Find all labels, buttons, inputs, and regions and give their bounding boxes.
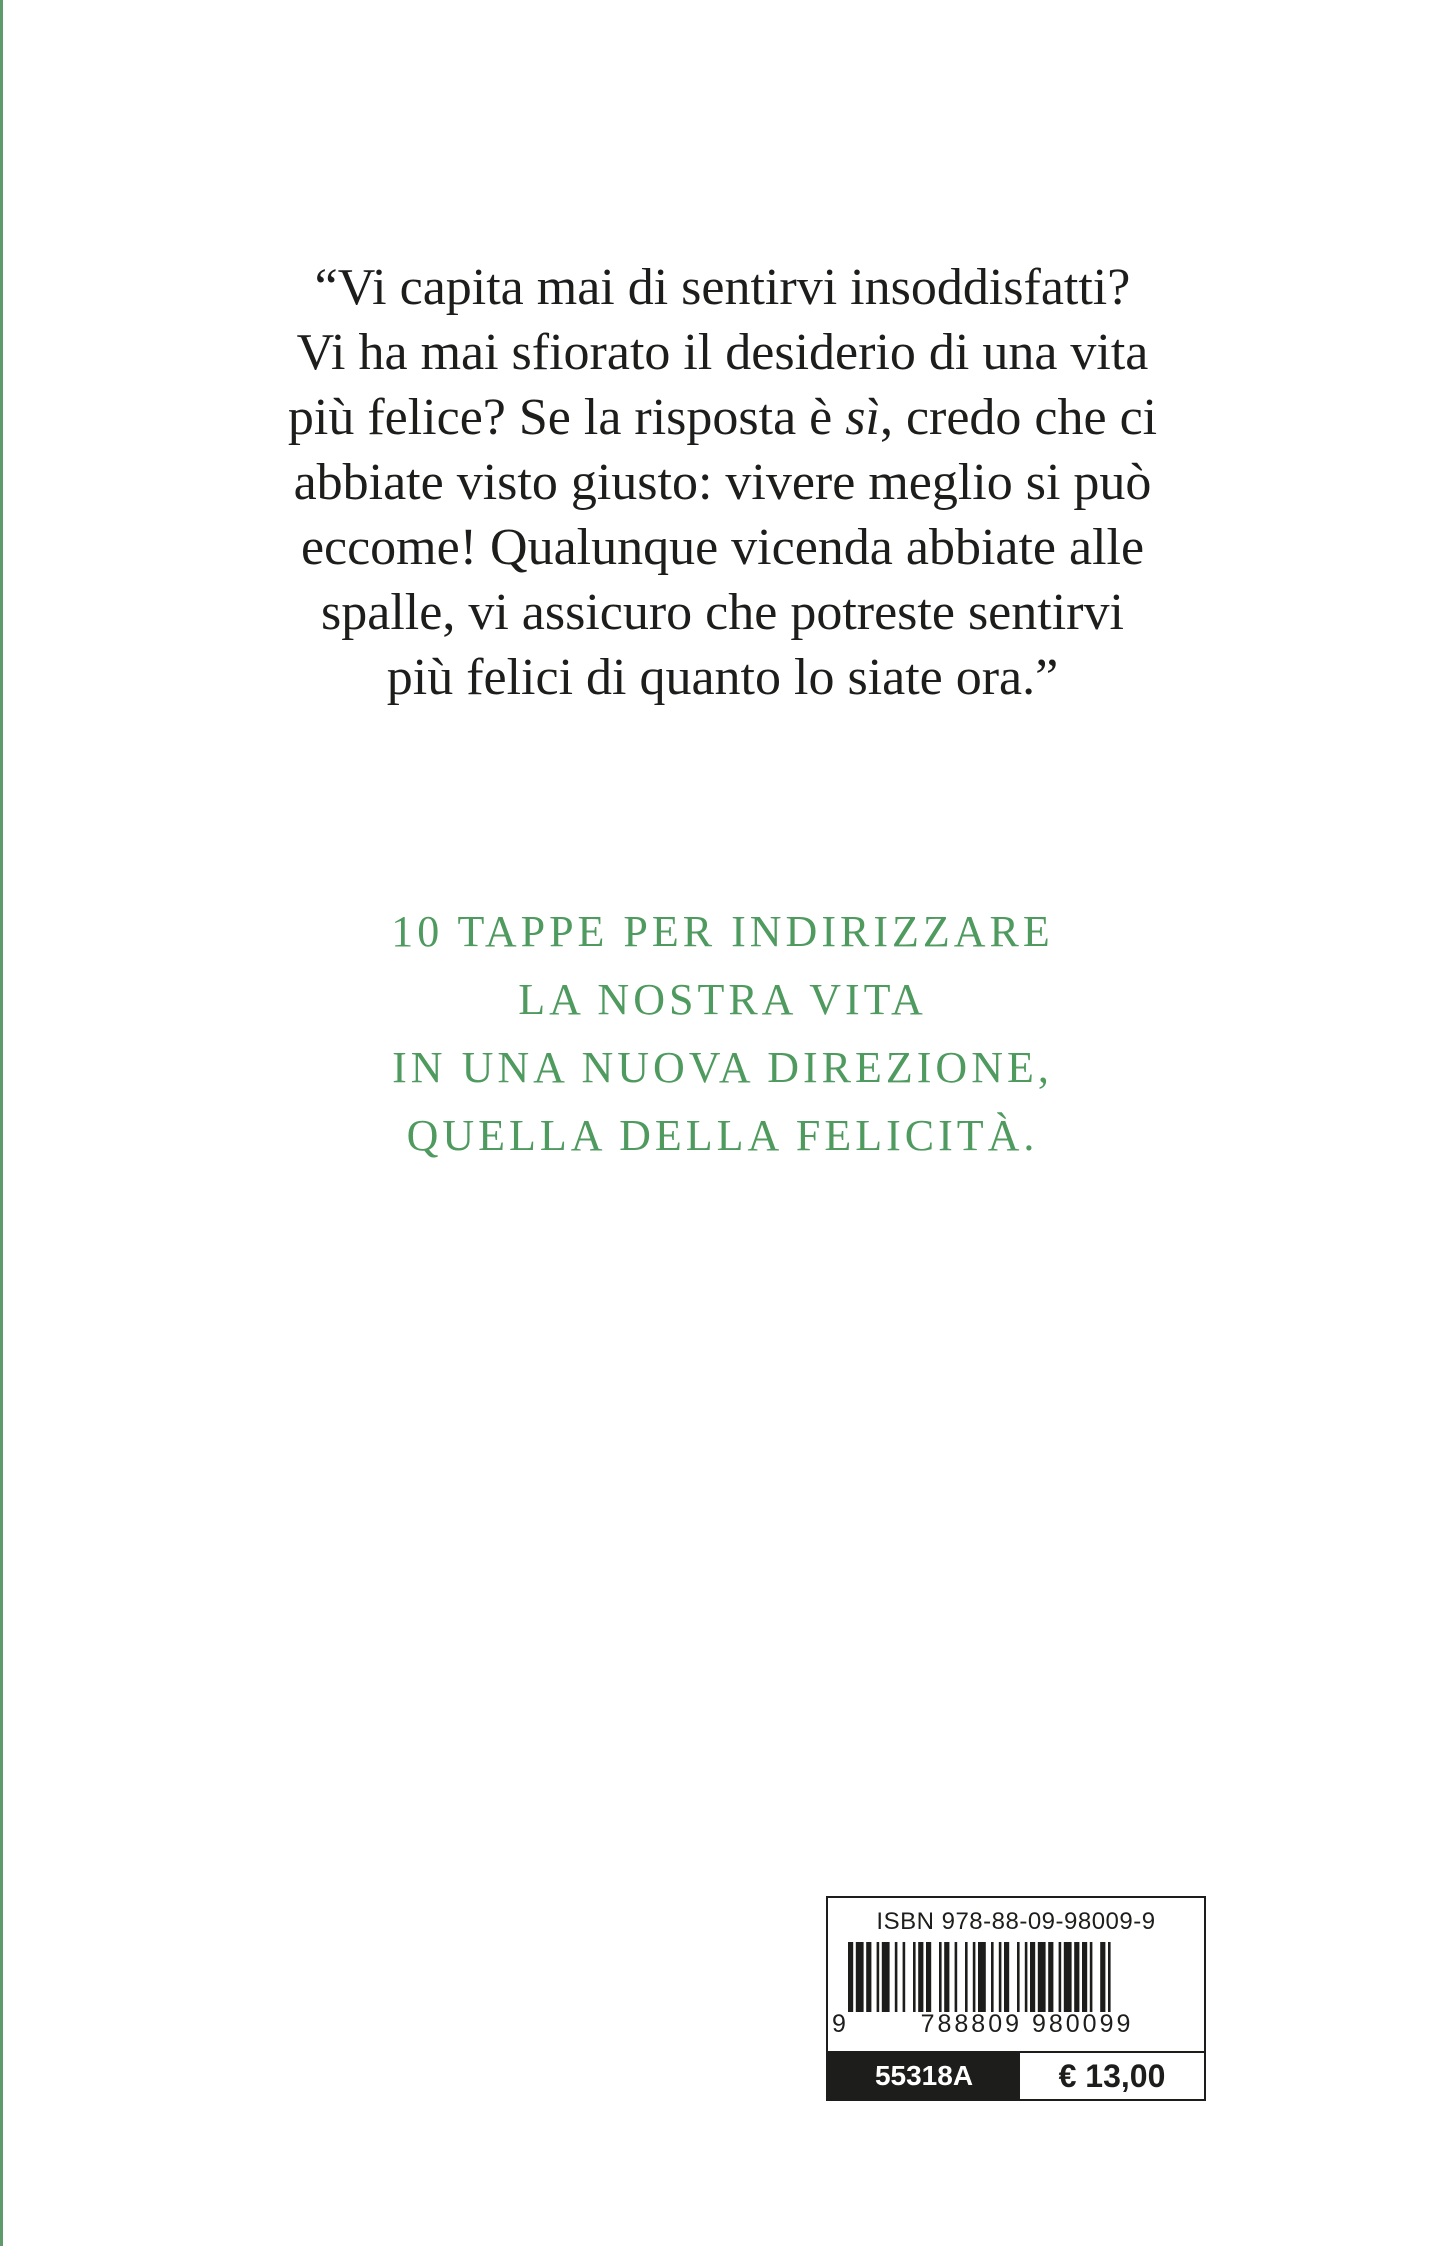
green-tagline <box>170 898 1275 1170</box>
quote-italic-word: sì <box>845 389 880 446</box>
ean-first-digit: 9 <box>832 2010 849 2038</box>
tagline-line: 10 TAPPE PER INDIRIZZARE <box>391 907 1054 956</box>
quote-line: abbiate visto giusto: vivere meglio si può <box>293 454 1152 511</box>
price-row <box>828 2051 1204 2099</box>
tagline-line: IN UNA NUOVA DIREZIONE, <box>392 1043 1053 1092</box>
cover-edge-line <box>0 0 3 2246</box>
quote-line: spalle, vi assicuro che potreste sentirvi <box>321 584 1124 641</box>
isbn-barcode-box <box>826 1896 1206 2101</box>
tagline-line: QUELLA DELLA FELICITÀ. <box>406 1111 1039 1160</box>
ean-digits <box>832 2010 1202 2039</box>
quote-text: , credo che ci <box>879 389 1158 446</box>
quote-line <box>170 385 1275 450</box>
price-label: € 13,00 <box>1058 2057 1166 2094</box>
isbn-number: ISBN 978-88-09-98009-9 <box>876 1908 1156 1935</box>
quote-text: più felice? Se la risposta è <box>287 389 846 446</box>
tagline-line: LA NOSTRA VITA <box>518 975 927 1024</box>
ean-remaining-digits: 788809 980099 <box>920 2010 1134 2038</box>
quote-line: “Vi capita mai di sentirvi insoddisfatti? <box>314 259 1131 316</box>
back-cover-quote <box>170 255 1275 710</box>
quote-line: più felici di quanto lo siate ora.” <box>386 649 1059 706</box>
barcode-icon <box>848 1942 1188 2012</box>
product-code: 55318A <box>828 2053 1020 2099</box>
quote-line: eccome! Qualunque vicenda abbiate alle <box>300 519 1145 576</box>
quote-line: Vi ha mai sfiorato il desiderio di una vita <box>296 324 1149 381</box>
